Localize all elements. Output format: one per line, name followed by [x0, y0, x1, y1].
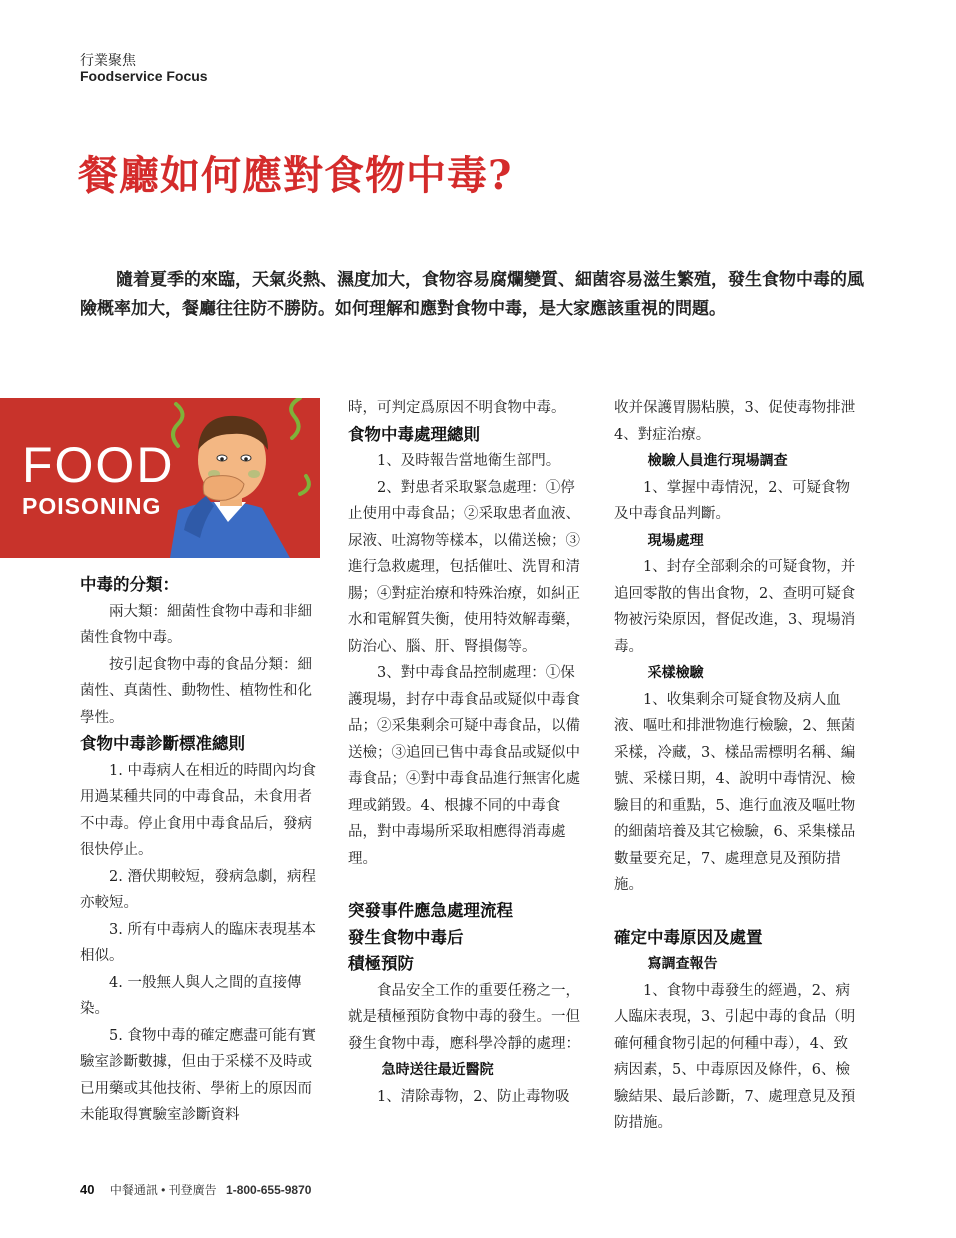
subheading-sampling: 采樣檢驗 [647, 665, 704, 681]
paragraph: 1、收集剩余可疑食物及病人血液、嘔吐和排泄物進行檢驗，2、無菌采樣，冷藏，3、樣品需標明名稱、編號、采樣日期，4、說明中毒情況、檢驗目的和重點，5、進行血液及嘔吐物的細菌培養及其它檢驗，6、采集樣品數量要充足，7、處理意見及預防措施。 [614, 691, 856, 893]
column-2 [348, 395, 588, 1110]
paragraph: 1、掌握中毒情況，2、可疑食物及中毒食品判斷。 [614, 479, 850, 522]
phone-number: 1-800-655-9870 [226, 1183, 312, 1197]
page-footer [80, 1181, 311, 1198]
subheading-inspection: 檢驗人員進行現場調查 [647, 453, 788, 469]
subheading-report: 寫調查報告 [647, 956, 718, 972]
subheading-site: 現場處理 [647, 532, 704, 549]
paragraph: 1、清除毒物，2、防止毒物吸 [377, 1088, 570, 1105]
publication-name: 中餐通訊 • 刊登廣告 [109, 1183, 217, 1197]
heading-confirm-cause: 確定中毒原因及處置 [614, 927, 763, 947]
paragraph: 時，可判定爲原因不明食物中毒。 [348, 400, 566, 416]
paragraph: 3、對中毒食品控制處理：①保護現場，封存中毒食品或疑似中毒食品；②采集剩余可疑中毒食品，以備送檢；③追回已售中毒食品或疑似中毒食品；④對中毒食品進行無害化處理或銷毀。4、根據不同的中毒食品，對中毒場所采取相應得消毒處理。 [348, 665, 580, 867]
paragraph: 2、對患者采取緊急處理：①停止使用中毒食品；②采取患者血液、尿液、吐瀉物等樣本，以備送檢；③進行急救處理，包括催吐、洗胃和清腸；④對症治療和特殊治療，如糾正水和電解質失衡，使用特效解毒藥，防治心、腦、肝、腎損傷等。 [348, 479, 580, 655]
column-1 [80, 572, 322, 1129]
paragraph: 4. 一般無人與人之間的直接傳染。 [80, 974, 302, 1017]
banner-food-word: FOOD [22, 437, 175, 493]
heading-emergency: 突發事件應急處理流程 [348, 901, 513, 920]
paragraph: 1. 中毒病人在相近的時間內均食用過某種共同的中毒食品，未食用者不中毒。停止食用中毒食品后，發病很快停止。 [80, 762, 316, 858]
spacer [348, 872, 588, 898]
paragraph: 1、及時報告當地衛生部門。 [377, 453, 561, 469]
paragraph: 食品安全工作的重要任務之一，就是積極預防食物中毒的發生。一但發生食物中毒，應科學冷靜的處理： [348, 982, 580, 1052]
column-3 [614, 395, 856, 1137]
paragraph: 3. 所有中毒病人的臨床表現基本相似。 [80, 921, 316, 964]
article-title: 餐廳如何應對食物中毒? [78, 152, 513, 199]
heading-classification: 中毒的分類： [80, 575, 179, 594]
section-label-en: Foodservice Focus [80, 68, 208, 84]
heading-handling: 食物中毒處理總則 [348, 424, 480, 444]
paragraph: 1、食物中毒發生的經過，2、病人臨床表現，3、引起中毒的食品（明確何種食物引起的何種中毒），4、致病因素，5、中毒原因及條件，6、檢驗結果、最后診斷，7、處理意見及預防措施。 [614, 982, 856, 1131]
paragraph: 兩大類：細菌性食物中毒和非細菌性食物中毒。 [80, 603, 312, 646]
food-poisoning-banner [0, 398, 320, 558]
spacer [614, 899, 856, 925]
paragraph: 按引起食物中毒的食品分類：細菌性、真菌性、動物性、植物性和化學性。 [80, 656, 312, 726]
paragraph: 5. 食物中毒的確定應盡可能有實驗室診斷數據，但由于采樣不及時或已用藥或其他技術、學術上的原因而未能取得實驗室診斷資料 [80, 1027, 316, 1123]
subheading-hospital: 急時送往最近醫院 [381, 1062, 494, 1078]
banner-poisoning-word: POISONING [22, 493, 162, 519]
paragraph: 2. 潛伏期較短，發病急劇，病程亦較短。 [80, 868, 316, 911]
heading-prevention: 積極預防 [348, 954, 414, 973]
lead-paragraph: 隨着夏季的來臨，天氣炎熱、濕度加大，食物容易腐爛變質、細菌容易滋生繁殖，發生食物中毒的風險概率加大，餐廳往往防不勝防。如何理解和應對食物中毒，是大家應該重視的問題。 [80, 270, 864, 319]
page-number: 40 [80, 1182, 95, 1197]
section-label-zh: 行業聚焦 [80, 53, 136, 69]
heading-diagnosis: 食物中毒診斷標准總則 [80, 734, 245, 753]
paragraph: 收并保護胃腸粘膜，3、促使毒物排泄 4、對症治療。 [614, 400, 856, 443]
heading-after-poisoning: 發生食物中毒后 [348, 927, 464, 947]
paragraph: 1、封存全部剩余的可疑食物，并追回零散的售出食物，2、查明可疑食物被污染原因，督促改進，3、現場消毒。 [614, 559, 856, 655]
